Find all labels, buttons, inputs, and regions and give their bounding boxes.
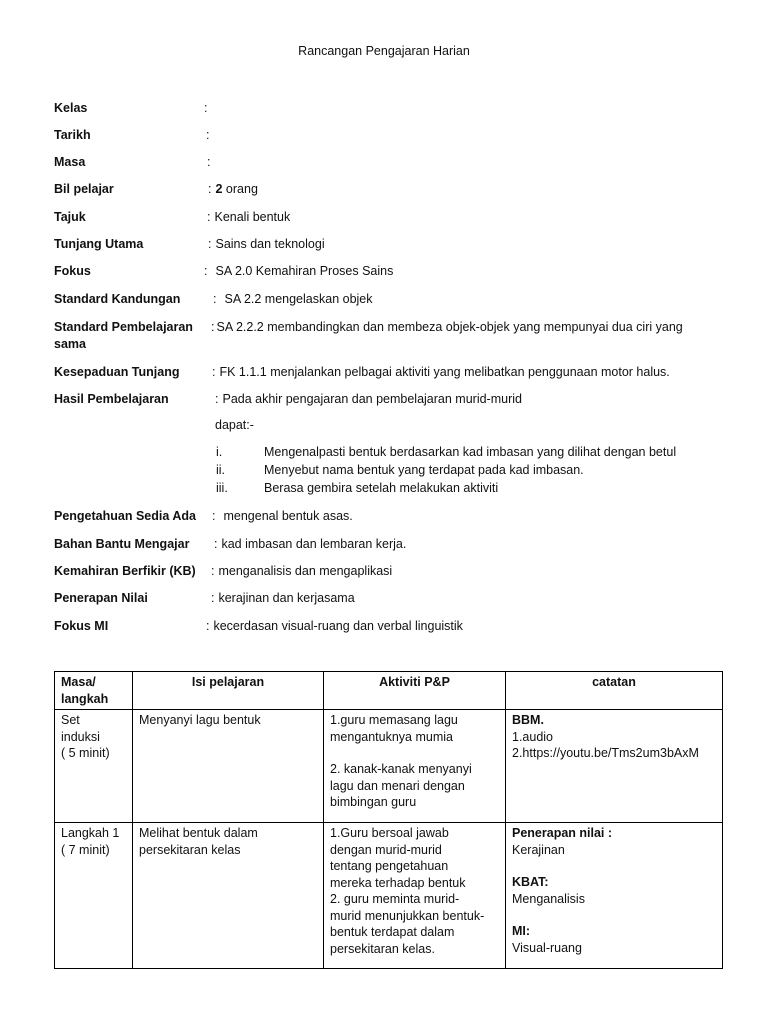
field-value: : 2 orang (208, 182, 258, 196)
field-label-cont: sama (54, 337, 86, 351)
cell-isi: Melihat bentuk dalam persekitaran kelas (133, 823, 324, 969)
table-row (55, 823, 723, 969)
field-label: Bil pelajar (54, 182, 114, 196)
field-value-cont: dapat:- (215, 418, 254, 432)
field-label: Standard Kandungan (54, 292, 181, 306)
lesson-plan-table (54, 671, 723, 969)
field-value: : Kenali bentuk (207, 210, 291, 224)
column-header-isi: Isi pelajaran (133, 672, 324, 710)
field-value: : SA 2.2 mengelaskan objek (213, 292, 373, 306)
field-value: : SA 2.0 Kemahiran Proses Sains (204, 264, 394, 278)
objectives-list (210, 444, 730, 498)
column-header-catatan: catatan (506, 672, 723, 710)
field-label: Kemahiran Berfikir (KB) (54, 564, 196, 578)
field-value: : mengenal bentuk asas. (212, 509, 353, 523)
field-label: Fokus MI (54, 619, 109, 633)
list-item: ii. Menyebut nama bentuk yang terdapat pada kad imbasan. (216, 463, 584, 477)
cell-catatan: Penerapan nilai : Kerajinan KBAT: Menganalisis MI: Visual-ruang (506, 823, 723, 969)
field-label: Hasil Pembelajaran (54, 392, 169, 406)
field-label: Penerapan Nilai (54, 591, 148, 605)
column-header-masa: Masa/ langkah (55, 672, 133, 710)
cell-catatan: BBM. 1.audio 2.https://youtu.be/Tms2um3bAxM (506, 710, 723, 823)
cell-aktiviti: 1.Guru bersoal jawab dengan murid-murid tentang pengetahuan mereka terhadap bentuk 2. guru meminta murid- murid menunjukkan bentuk- bentuk terdapat dalam persekitaran kelas. (324, 823, 506, 969)
field-value: : menganalisis dan mengaplikasi (211, 564, 393, 578)
table-row (55, 710, 723, 823)
field-value: : Pada akhir pengajaran dan pembelajaran murid-murid (215, 392, 522, 406)
field-label: Kelas (54, 101, 88, 115)
field-label: Fokus (54, 264, 91, 278)
field-value: : FK 1.1.1 menjalankan pelbagai aktiviti yang melibatkan penggunaan motor halus. (212, 365, 670, 379)
field-label: Pengetahuan Sedia Ada (54, 509, 196, 523)
field-value: : kerajinan dan kerjasama (211, 591, 355, 605)
field-value: : kad imbasan dan lembaran kerja. (214, 537, 407, 551)
field-value: : (207, 155, 211, 169)
field-label: Tarikh (54, 128, 91, 142)
field-label: Masa (54, 155, 86, 169)
field-value: : kecerdasan visual-ruang dan verbal linguistik (206, 619, 463, 633)
field-label: Tunjang Utama (54, 237, 144, 251)
field-label: Standard Pembelajaran (54, 320, 193, 334)
field-label: Kesepaduan Tunjang (54, 365, 180, 379)
field-value: : (204, 101, 208, 115)
cell-isi: Menyanyi lagu bentuk (133, 710, 324, 823)
list-item: i. Mengenalpasti bentuk berdasarkan kad imbasan yang dilihat dengan betul (216, 445, 677, 459)
column-header-aktiviti: Aktiviti P&P (324, 672, 506, 710)
table-header-row (55, 672, 723, 710)
list-item: iii. Berasa gembira setelah melakukan aktiviti (216, 481, 499, 495)
page-title: Rancangan Pengajaran Harian (298, 44, 470, 58)
cell-masa: Langkah 1 ( 7 minit) (55, 823, 133, 969)
cell-masa: Set induksi ( 5 minit) (55, 710, 133, 823)
field-label: Tajuk (54, 210, 86, 224)
field-value: : SA 2.2.2 membandingkan dan membeza objek-objek yang mempunyai dua ciri yang (211, 320, 683, 334)
field-value: : (206, 128, 210, 142)
cell-aktiviti: 1.guru memasang lagu mengantuknya mumia 2. kanak-kanak menyanyi lagu dan menari dengan bimbingan guru (324, 710, 506, 823)
field-value: : Sains dan teknologi (208, 237, 325, 251)
field-label: Bahan Bantu Mengajar (54, 537, 190, 551)
